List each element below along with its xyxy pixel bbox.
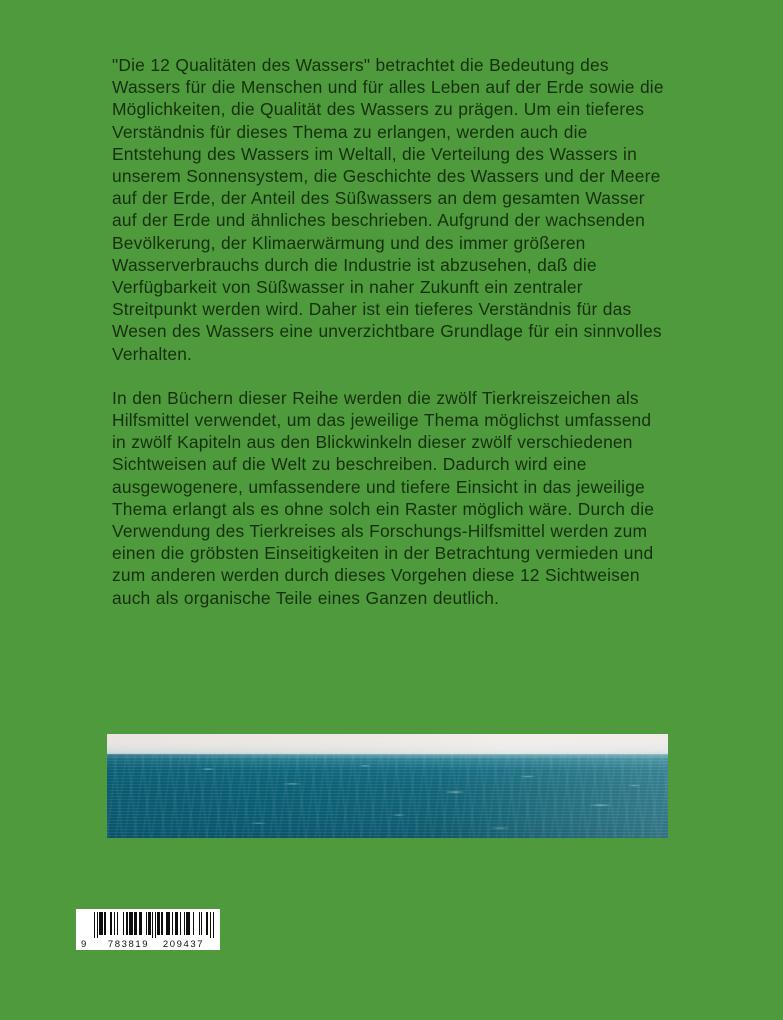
barcode-bar [186, 912, 190, 935]
barcode-bar [110, 912, 111, 935]
barcode-bar [161, 912, 163, 935]
barcode-bar [126, 912, 128, 935]
sky-band [107, 734, 668, 755]
blurb-paragraph-1: "Die 12 Qualitäten des Wassers" betrachtet die Bedeutung des Wassers für die Menschen und für alles Leben auf der Erde sowie die Möglichkeiten, die Qualität des Wassers zu prägen. Um ein tieferes Verständnis für dieses Thema zu erlangen, werden auch die Entstehung des Wassers im Weltall, die Verteilung des Wassers in unserem Sonnensystem, die Geschichte des Wassers und der Meere auf der Erde, der Anteil des Süßwassers an dem gesamten Wasser auf der Erde und ähnliches beschrieben. Aufgrund der wachsenden Bevölkerung, der Klimaerwärmung und des immer größeren Wasserverbrauchs durch die Industrie ist abzusehen, daß die Verfügbarkeit von Süßwasser in naher Zukunft ein zentraler Streitpunkt werden wird. Daher ist ein tieferes Verständnis für das Wesen des Wassers eine unverzichtbare Grundlage für ein sinnvolles Verhalten. [112, 55, 664, 364]
barcode-bar [157, 912, 159, 935]
barcode-bar [213, 912, 214, 938]
barcode-bar [201, 912, 202, 935]
isbn-ean-barcode [76, 909, 220, 950]
barcode-bar [104, 912, 106, 935]
barcode-lead-digit: 9 [81, 939, 87, 950]
barcode-bar [210, 912, 211, 938]
barcode-bar [184, 912, 185, 935]
barcode-bar [146, 912, 147, 935]
barcode-bar [148, 912, 150, 935]
barcode-bar [180, 912, 181, 935]
barcode-right-group: 209437 [162, 939, 205, 950]
barcode-bar [94, 912, 95, 938]
barcode-bar [172, 912, 173, 935]
barcode-digits [80, 938, 216, 950]
blurb-paragraph-2: In den Büchern dieser Reihe werden die zwölf Tierkreiszeichen als Hilfsmittel verwendet, um das jeweilige Thema möglichst umfassend in zwölf Kapiteln aus den Blickwinkeln dieser zwölf verschiedenen Sichtweisen auf die Welt zu beschreiben. Dadurch wird eine ausgewogenere, umfassendere und tiefere Einsicht in das jeweilige Thema erlangt als es ohne solch ein Raster möglich wäre. Durch die Verwendung des Tierkreises als Forschungs-Hilfsmittel werden zum einen die gröbsten Einseitigkeiten in der Betrachtung vermieden und zum anderen werden durch dieses Vorgehen diese 12 Sichtweisen auch als organische Teile eines Ganzen deutlich. [112, 387, 655, 608]
barcode-bar [97, 912, 98, 938]
barcode-bar [123, 912, 124, 935]
barcode-bar [117, 912, 118, 935]
barcode-bar [114, 912, 115, 935]
barcode-bar [206, 912, 207, 935]
barcode-bar [139, 912, 141, 935]
barcode-bar [155, 912, 156, 938]
barcode-bars [94, 912, 214, 938]
ocean-horizon-photo [107, 734, 668, 838]
barcode-bar [193, 912, 194, 935]
barcode-bar [152, 912, 153, 938]
barcode-bar [129, 912, 133, 935]
barcode-bar [99, 912, 103, 935]
barcode-bar [199, 912, 200, 935]
water-glints [107, 756, 668, 838]
barcode-bar [175, 912, 179, 935]
barcode-bar [134, 912, 136, 935]
back-cover-blurb [112, 54, 668, 609]
barcode-bar [166, 912, 170, 935]
barcode-left-group: 783819 [107, 939, 150, 950]
